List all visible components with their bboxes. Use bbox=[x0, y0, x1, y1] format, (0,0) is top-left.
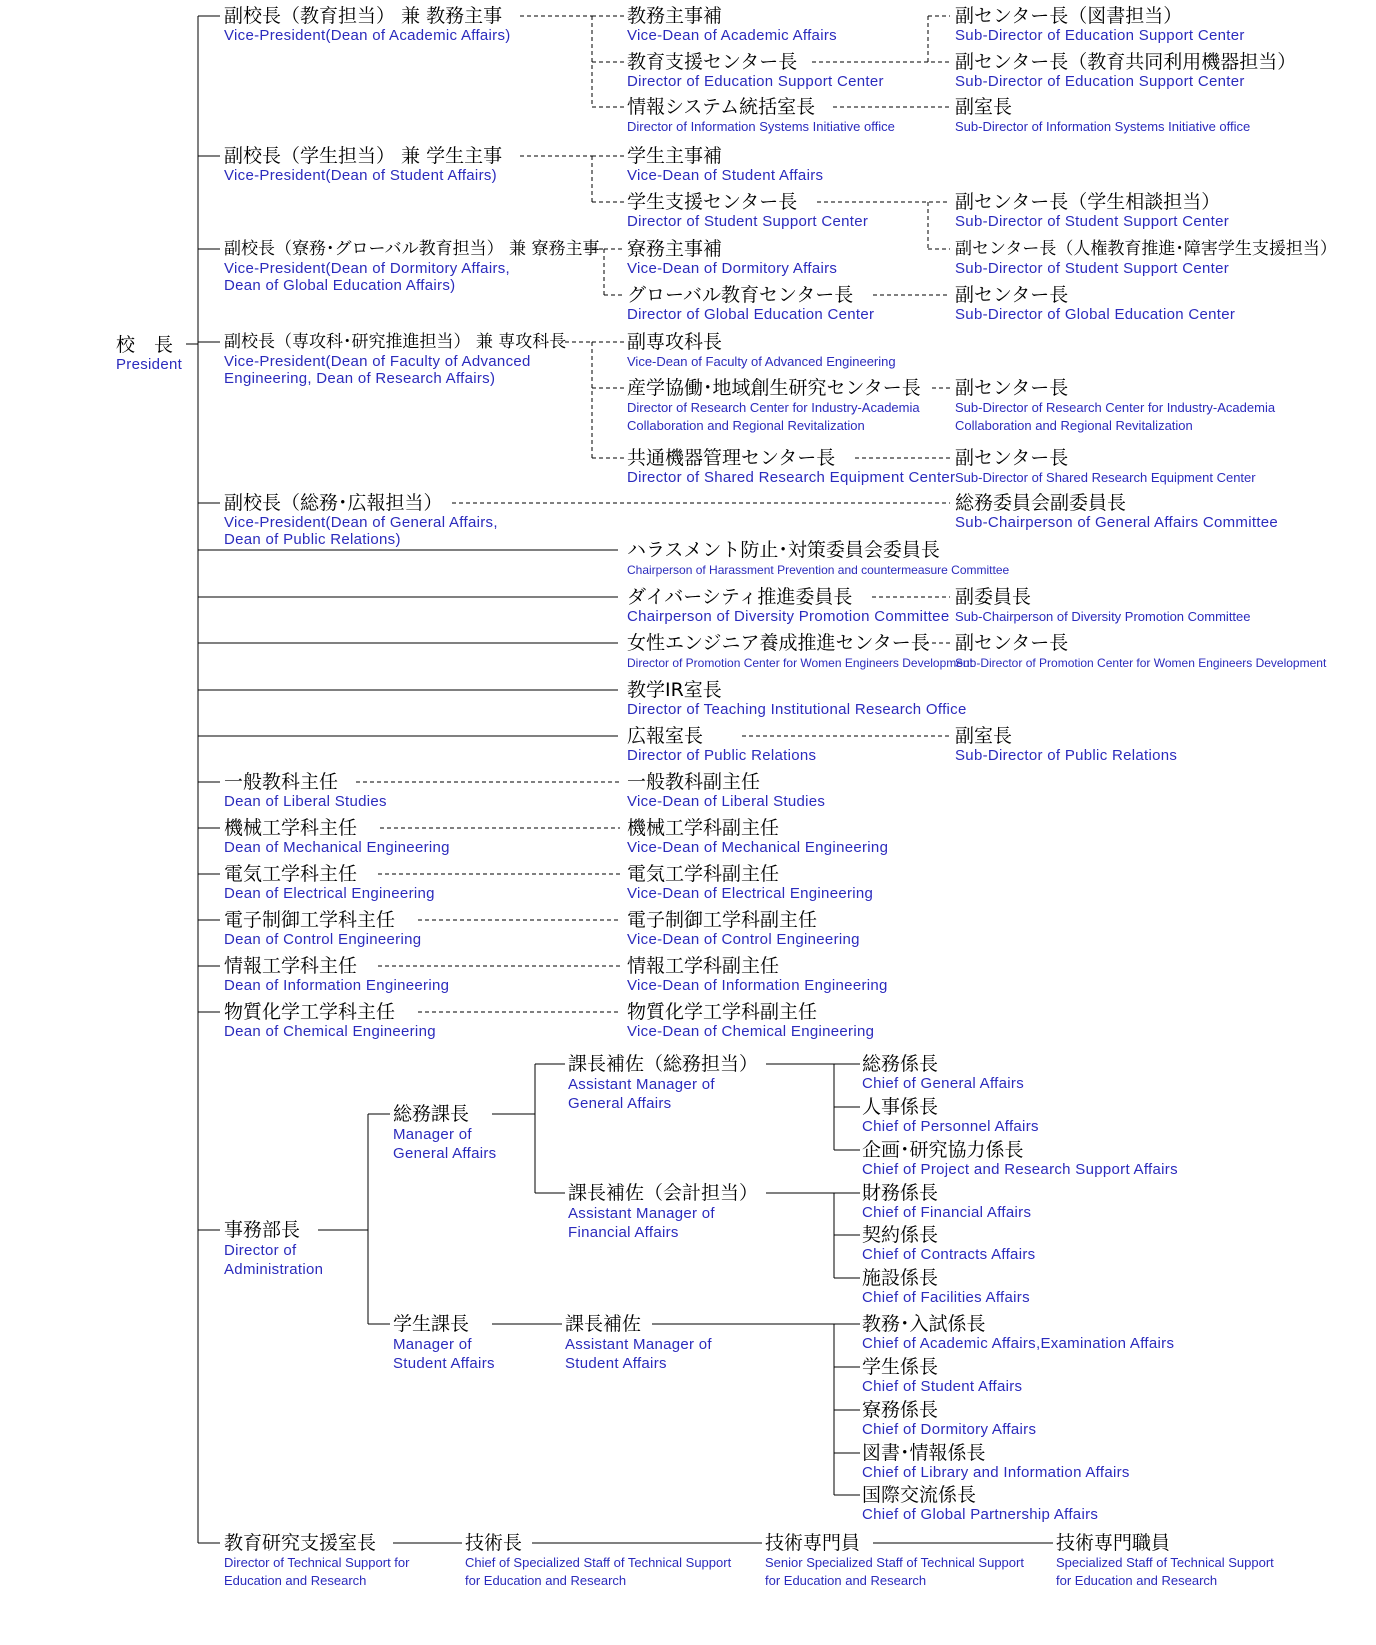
chief-en: Chief of Personnel Affairs bbox=[862, 1118, 1039, 1135]
vice-dean-jp: 一般教科副主任 bbox=[627, 771, 761, 793]
tech-node bbox=[465, 1532, 731, 1590]
asst-student-en: Assistant Manager of Student Affairs bbox=[565, 1336, 712, 1372]
col2-jp: 情報システム統括室長 bbox=[627, 96, 816, 118]
col3-jp: 副室長 bbox=[955, 725, 1013, 747]
col3-jp: 総務委員会副委員長 bbox=[955, 492, 1127, 514]
chief-en: Chief of Contracts Affairs bbox=[862, 1246, 1036, 1263]
col3-jp: 副室長 bbox=[955, 96, 1013, 118]
tech-en: Director of Technical Support for Education and Research bbox=[224, 1555, 410, 1588]
chief-en: Chief of Financial Affairs bbox=[862, 1204, 1032, 1221]
vice-dean-en: Vice-Dean of Control Engineering bbox=[627, 931, 860, 948]
col2-en: Director of Education Support Center bbox=[627, 73, 884, 90]
vice-dean-node bbox=[627, 1001, 874, 1040]
col2-en: Director of Information Systems Initiative office bbox=[627, 119, 895, 134]
col3-jp: 副センター長（教育共同利用機器担当） bbox=[955, 51, 1297, 73]
col2-jp: 副専攻科長 bbox=[627, 331, 723, 353]
col2-en: Director of Research Center for Industry-Academia Collaboration and Regional Revitalization bbox=[627, 400, 920, 433]
col3-node bbox=[955, 96, 1250, 136]
col3-node bbox=[955, 51, 1296, 90]
president-node bbox=[116, 334, 182, 373]
col2-en: Vice-Dean of Faculty of Advanced Engineering bbox=[627, 354, 896, 369]
col3-jp: 副センター長 bbox=[955, 377, 1069, 399]
col3-jp: 副センター長（学生相談担当） bbox=[955, 191, 1221, 213]
dean-en: Dean of Chemical Engineering bbox=[224, 1023, 436, 1040]
tech-en: Chief of Specialized Staff of Technical Support for Education and Research bbox=[465, 1555, 732, 1588]
col2-node bbox=[627, 5, 837, 44]
dean-node bbox=[224, 771, 387, 810]
tech-en: Specialized Staff of Technical Support for Education and Research bbox=[1056, 1555, 1274, 1588]
col2-node bbox=[627, 284, 874, 323]
col3-jp: 副センター長 bbox=[955, 284, 1069, 306]
chief-node bbox=[862, 1484, 1098, 1523]
chief-en: Chief of Student Affairs bbox=[862, 1378, 1023, 1395]
chief-jp: 施設係長 bbox=[862, 1267, 939, 1289]
general-manager-en: Manager of General Affairs bbox=[393, 1126, 497, 1162]
student-manager-node bbox=[393, 1313, 495, 1373]
col3-en: Sub-Chairperson of General Affairs Committee bbox=[955, 514, 1279, 531]
col3-en: Sub-Director of Promotion Center for Women Engineers Development bbox=[955, 656, 1327, 670]
general-manager-node bbox=[393, 1103, 496, 1163]
dean-node bbox=[224, 1001, 436, 1040]
chief-jp: 教務･入試係長 bbox=[862, 1313, 986, 1335]
col2-jp: 共通機器管理センター長 bbox=[627, 447, 836, 469]
tech-en: Senior Specialized Staff of Technical Support for Education and Research bbox=[765, 1555, 1024, 1588]
tech-jp: 技術専門員 bbox=[765, 1532, 861, 1554]
col2-jp: 学生支援センター長 bbox=[627, 191, 798, 213]
vice-dean-node bbox=[627, 771, 825, 810]
vice-dean-en: Vice-Dean of Information Engineering bbox=[627, 977, 888, 994]
chief-node bbox=[862, 1182, 1031, 1221]
admin-director-jp: 事務部長 bbox=[224, 1219, 301, 1241]
col3-en: Sub-Director of Public Relations bbox=[955, 747, 1178, 764]
col2-node bbox=[627, 539, 1009, 579]
vp-academic-jp: 副校長（教育担当） 兼 教務主事 bbox=[224, 5, 503, 27]
vp-general-node bbox=[224, 492, 498, 548]
vice-dean-node bbox=[627, 955, 888, 994]
student-manager-en: Manager of Student Affairs bbox=[393, 1336, 495, 1372]
chief-jp: 人事係長 bbox=[862, 1096, 939, 1118]
col2-jp: 教育支援センター長 bbox=[627, 51, 798, 73]
chief-jp: 国際交流係長 bbox=[862, 1484, 977, 1506]
col2-en: Director of Public Relations bbox=[627, 747, 817, 764]
col3-node bbox=[955, 377, 1275, 435]
chief-en: Chief of Library and Information Affairs bbox=[862, 1464, 1130, 1481]
chief-jp: 企画･研究協力係長 bbox=[862, 1139, 1024, 1161]
col2-en: Chairperson of Harassment Prevention and countermeasure Committee bbox=[627, 563, 1010, 577]
chief-node bbox=[862, 1224, 1035, 1263]
vice-dean-node bbox=[627, 909, 860, 948]
vice-dean-jp: 電気工学科副主任 bbox=[627, 863, 780, 885]
col2-jp: 産学協働･地域創生研究センター長 bbox=[627, 377, 921, 399]
dean-node bbox=[224, 817, 450, 856]
col2-node bbox=[627, 679, 967, 718]
vp-dormitory-jp: 副校長（寮務･グローバル教育担当） 兼 寮務主事 bbox=[224, 239, 600, 259]
dean-en: Dean of Mechanical Engineering bbox=[224, 839, 450, 856]
chief-node bbox=[862, 1313, 1174, 1352]
col2-jp: 教学IR室長 bbox=[627, 679, 722, 701]
asst-financial-jp: 課長補佐（会計担当） bbox=[568, 1182, 759, 1204]
vice-dean-jp: 機械工学科副主任 bbox=[627, 817, 780, 839]
president-en: President bbox=[116, 356, 183, 373]
col3-node bbox=[955, 586, 1251, 626]
vp-dormitory-en: Vice-President(Dean of Dormitory Affairs, Dean of Global Education Affairs) bbox=[224, 260, 511, 294]
col3-jp: 副委員長 bbox=[955, 586, 1032, 608]
vp-advanced-en: Vice-President(Dean of Faculty of Advanced Engineering, Dean of Research Affairs) bbox=[224, 353, 531, 387]
col2-en: Vice-Dean of Dormitory Affairs bbox=[627, 260, 838, 277]
chief-node bbox=[862, 1442, 1130, 1481]
col2-jp: 女性エンジニア養成推進センター長 bbox=[627, 632, 930, 654]
vice-dean-en: Vice-Dean of Mechanical Engineering bbox=[627, 839, 889, 856]
col2-node bbox=[627, 331, 896, 371]
col2-en: Director of Teaching Institutional Research Office bbox=[627, 701, 967, 718]
chief-node bbox=[862, 1356, 1022, 1395]
col2-node bbox=[627, 51, 884, 90]
student-manager-jp: 学生課長 bbox=[393, 1313, 470, 1335]
vp-advanced-node bbox=[224, 331, 566, 387]
vice-dean-en: Vice-Dean of Liberal Studies bbox=[627, 793, 826, 810]
col2-node bbox=[627, 238, 837, 277]
col3-en: Sub-Director of Shared Research Equipment Center bbox=[955, 470, 1256, 485]
col2-node bbox=[627, 191, 868, 230]
chief-node bbox=[862, 1139, 1178, 1178]
chief-en: Chief of Facilities Affairs bbox=[862, 1289, 1030, 1306]
dean-en: Dean of Control Engineering bbox=[224, 931, 422, 948]
dean-jp: 情報工学科主任 bbox=[224, 955, 358, 977]
col3-node bbox=[955, 5, 1245, 44]
tech-node bbox=[224, 1532, 409, 1590]
col2-en: Vice-Dean of Student Affairs bbox=[627, 167, 824, 184]
col2-node bbox=[627, 586, 949, 625]
dean-node bbox=[224, 955, 449, 994]
chief-en: Chief of Project and Research Support Affairs bbox=[862, 1161, 1178, 1178]
vice-dean-jp: 電子制御工学科副主任 bbox=[627, 909, 818, 931]
tech-jp: 教育研究支援室長 bbox=[224, 1532, 377, 1554]
dean-jp: 一般教科主任 bbox=[224, 771, 339, 793]
col3-en: Sub-Director of Student Support Center bbox=[955, 260, 1230, 277]
tech-jp: 技術専門職員 bbox=[1056, 1532, 1171, 1554]
vp-advanced-jp: 副校長（専攻科･研究推進担当） 兼 専攻科長 bbox=[224, 332, 567, 352]
asst-general-node bbox=[568, 1053, 758, 1113]
vice-dean-jp: 物質化学工学科副主任 bbox=[627, 1001, 818, 1023]
col3-node bbox=[955, 725, 1177, 764]
dean-en: Dean of Information Engineering bbox=[224, 977, 450, 994]
col3-node bbox=[955, 447, 1256, 487]
vp-student-node bbox=[224, 145, 502, 184]
col3-en: Sub-Director of Global Education Center bbox=[955, 306, 1236, 323]
col2-jp: ダイバーシティ推進委員長 bbox=[627, 586, 853, 608]
col3-jp: 副センター長 bbox=[955, 447, 1069, 469]
chief-en: Chief of Dormitory Affairs bbox=[862, 1421, 1037, 1438]
tech-jp: 技術長 bbox=[465, 1532, 523, 1554]
vice-dean-en: Vice-Dean of Chemical Engineering bbox=[627, 1023, 875, 1040]
col3-en: Sub-Director of Information Systems Initiative office bbox=[955, 119, 1251, 134]
col2-en: Vice-Dean of Academic Affairs bbox=[627, 27, 837, 44]
vp-general-en: Vice-President(Dean of General Affairs, Dean of Public Relations) bbox=[224, 514, 498, 548]
chief-jp: 総務係長 bbox=[862, 1053, 939, 1075]
asst-student-node bbox=[565, 1313, 712, 1373]
chief-en: Chief of Academic Affairs,Examination Affairs bbox=[862, 1335, 1175, 1352]
chief-node bbox=[862, 1053, 1024, 1092]
col2-jp: 寮務主事補 bbox=[627, 238, 723, 260]
col2-jp: 学生主事補 bbox=[627, 145, 723, 167]
chief-node bbox=[862, 1096, 1039, 1135]
col2-node bbox=[627, 377, 921, 435]
vp-dormitory-node bbox=[224, 238, 599, 294]
chief-node bbox=[862, 1399, 1036, 1438]
vice-dean-node bbox=[627, 863, 873, 902]
vp-student-en: Vice-President(Dean of Student Affairs) bbox=[224, 167, 497, 184]
chief-en: Chief of General Affairs bbox=[862, 1075, 1025, 1092]
vice-dean-jp: 情報工学科副主任 bbox=[627, 955, 780, 977]
dean-en: Dean of Liberal Studies bbox=[224, 793, 387, 810]
col2-en: Director of Global Education Center bbox=[627, 306, 875, 323]
dean-jp: 物質化学工学科主任 bbox=[224, 1001, 396, 1023]
col2-en: Director of Promotion Center for Women Engineers Development bbox=[627, 656, 973, 670]
president-jp: 校 長 bbox=[116, 334, 174, 356]
col3-jp: 副センター長 bbox=[955, 632, 1069, 654]
dean-jp: 機械工学科主任 bbox=[224, 817, 358, 839]
dean-jp: 電気工学科主任 bbox=[224, 863, 358, 885]
vice-dean-node bbox=[627, 817, 888, 856]
col2-node bbox=[627, 447, 955, 486]
chief-en: Chief of Global Partnership Affairs bbox=[862, 1506, 1099, 1523]
col2-node bbox=[627, 145, 823, 184]
chief-jp: 契約係長 bbox=[862, 1224, 939, 1246]
asst-student-jp: 課長補佐 bbox=[565, 1313, 642, 1335]
dean-node bbox=[224, 909, 421, 948]
chief-jp: 寮務係長 bbox=[862, 1399, 939, 1421]
col2-jp: グローバル教育センター長 bbox=[627, 284, 854, 306]
col3-en: Sub-Director of Research Center for Industry-Academia Collaboration and Regional Revitalization bbox=[955, 400, 1276, 433]
vp-student-jp: 副校長（学生担当） 兼 学生主事 bbox=[224, 145, 503, 167]
admin-director-en: Director of Administration bbox=[224, 1242, 324, 1278]
chief-jp: 学生係長 bbox=[862, 1356, 939, 1378]
vp-general-jp: 副校長（総務･広報担当） bbox=[224, 492, 443, 514]
col3-en: Sub-Chairperson of Diversity Promotion Committee bbox=[955, 609, 1251, 624]
vice-dean-en: Vice-Dean of Electrical Engineering bbox=[627, 885, 874, 902]
col3-node bbox=[955, 632, 1326, 672]
vp-academic-node bbox=[224, 5, 511, 44]
col3-en: Sub-Director of Education Support Center bbox=[955, 73, 1245, 90]
dean-node bbox=[224, 863, 435, 902]
col3-node bbox=[955, 284, 1235, 323]
col3-node bbox=[955, 191, 1229, 230]
asst-financial-node bbox=[568, 1182, 758, 1242]
col2-en: Chairperson of Diversity Promotion Committee bbox=[627, 608, 950, 625]
col2-en: Director of Student Support Center bbox=[627, 213, 869, 230]
col3-jp: 副センター長（図書担当） bbox=[955, 5, 1183, 27]
chief-jp: 図書･情報係長 bbox=[862, 1442, 986, 1464]
admin-director-node bbox=[224, 1219, 323, 1279]
col3-jp: 副センター長（人権教育推進･障害学生支援担当） bbox=[955, 239, 1337, 259]
general-manager-jp: 総務課長 bbox=[393, 1103, 470, 1125]
col3-en: Sub-Director of Student Support Center bbox=[955, 213, 1230, 230]
col3-node bbox=[955, 238, 1337, 277]
col2-node bbox=[627, 632, 973, 672]
col2-node bbox=[627, 725, 816, 764]
tech-node bbox=[765, 1532, 1024, 1590]
tech-node bbox=[1056, 1532, 1274, 1590]
asst-general-jp: 課長補佐（総務担当） bbox=[568, 1053, 759, 1075]
col2-jp: ハラスメント防止･対策委員会委員長 bbox=[627, 539, 940, 561]
col3-en: Sub-Director of Education Support Center bbox=[955, 27, 1245, 44]
col2-en: Director of Shared Research Equipment Center bbox=[627, 469, 956, 486]
chief-node bbox=[862, 1267, 1030, 1306]
col3-node bbox=[955, 492, 1278, 531]
dean-en: Dean of Electrical Engineering bbox=[224, 885, 435, 902]
col2-node bbox=[627, 96, 895, 136]
chief-jp: 財務係長 bbox=[862, 1182, 939, 1204]
col2-jp: 教務主事補 bbox=[627, 5, 723, 27]
asst-general-en: Assistant Manager of General Affairs bbox=[568, 1076, 715, 1112]
col2-jp: 広報室長 bbox=[627, 725, 704, 747]
asst-financial-en: Assistant Manager of Financial Affairs bbox=[568, 1205, 715, 1241]
vp-academic-en: Vice-President(Dean of Academic Affairs) bbox=[224, 27, 511, 44]
dean-jp: 電子制御工学科主任 bbox=[224, 909, 396, 931]
